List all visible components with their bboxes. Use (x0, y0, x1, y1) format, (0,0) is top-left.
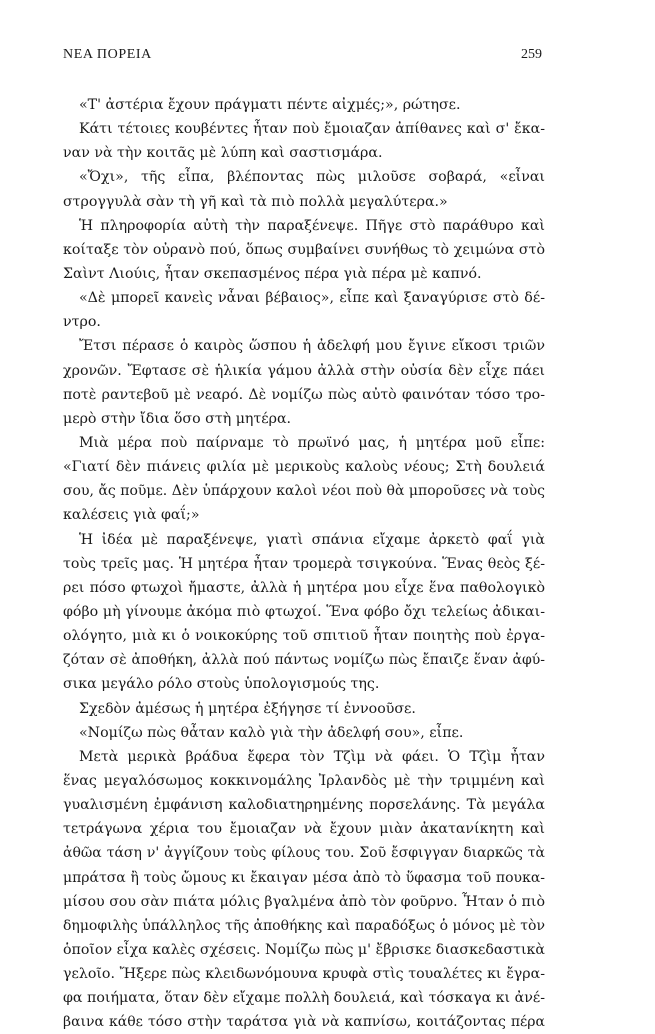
text-line: Ἡ ἰδέα μὲ παραξένεψε, γιατὶ σπάνια εἴχαμε ἀρκετὸ φαΐ γιὰ (79, 531, 545, 548)
text-line: στρογγυλὰ σὰν τὴ γῆ καὶ τὰ πιὸ πολλὰ μεγαλύτερα.» (63, 193, 448, 210)
text-line: γελοῖο. Ἤξερε πὼς κλειδωνόμουνα κρυφὰ στὶς τουαλέτες κι ἔγρα- (63, 966, 545, 983)
text-line: μπράτσα ἢ τοὺς ὤμους κι ἔκαιγαν μέσα ἀπὸ τὸ ὕφασμα τοῦ πουκα- (63, 869, 545, 886)
text-line: γυαλισμένη ἐμφάνιση καλοδιατηρημένης πορσελάνης. Τὰ μεγάλα (63, 797, 545, 814)
text-line: «Τ' ἀστέρια ἔχουν πράγματι πέντε αἰχμές;», ρώτησε. (79, 97, 461, 113)
text-line: τετράγωνα χέρια του ἔμοιαζαν νὰ ἔχουν μιὰν ἀκατανίκητη καὶ (63, 821, 545, 838)
text-line: ζόταν σὲ ἀποθήκη, ἀλλὰ πού πάντως νομίζω πὼς ἔπαιζε ἕναν ἀφύ- (63, 652, 545, 669)
text-line: «Δὲ μπορεῖ κανεὶς νἆναι βέβαιος», εἶπε καὶ ξαναγύρισε στὸ δέ- (79, 290, 545, 307)
running-head: ΝΕΑ ΠΟΡΕΙΑ (63, 47, 152, 62)
text-line: φόβο μὴ γίνουμε ἀκόμα πιὸ φτωχοί. Ἕνα φόβο ὄχι τελείως ἀδικαι- (63, 603, 545, 620)
text-line: Σχεδὸν ἀμέσως ἡ μητέρα ἐξήγησε τί ἐννοοῦσε. (79, 700, 416, 717)
text-line: βαινα κάθε τόσο στὴν ταράτσα γιὰ νὰ καπνίσω, κοιτάζοντας πέρα (63, 1014, 545, 1031)
text-line: Μετὰ μερικὰ βράδυα ἔφερα τὸν Τζὶμ νὰ φάει. Ὁ Τζὶμ ἦταν (79, 748, 545, 765)
body-text (63, 93, 545, 1034)
text-line: τοὺς τρεῖς μας. Ἡ μητέρα ἦταν τρομερὰ τσιγκούνα. Ἕνας θεὸς ξέ- (63, 555, 545, 572)
text-line: σικα μεγάλο ρόλο στοὺς ὑπολογισμούς της. (63, 676, 380, 693)
text-line: φα ποιήματα, ὅταν δὲν εἴχαμε πολλὴ δουλειά, καὶ τόσκαγα κι ἀνέ- (63, 990, 545, 1007)
text-line: «Νομίζω πὼς θἆταν καλὸ γιὰ τὴν ἀδελφή σου», εἶπε. (79, 724, 464, 741)
text-line: Μιὰ μέρα ποὺ παίρναμε τὸ πρωϊνό μας, ἡ μητέρα μοῦ εἶπε: (79, 434, 545, 451)
text-line: ντρο. (63, 314, 101, 331)
text-line: ναν νὰ τὴν κοιτᾶς μὲ λύπη καὶ σαστισμάρα. (63, 145, 383, 162)
text-line: ἕνας μεγαλόσωμος κοκκινομάλης Ἰρλανδὸς μὲ τὴν τριμμένη καὶ (63, 772, 545, 789)
text-line: ὁποῖον εἶχα καλὲς σχέσεις. Νομίζω πὼς μ' ἔβρισκε διασκεδαστικὰ (63, 941, 545, 958)
text-line: μερὸ στὴν ἴδια ὅσο στὴ μητέρα. (63, 410, 292, 427)
page-number: 259 (521, 47, 542, 62)
text-line: Ἡ πληροφορία αὐτὴ τὴν παραξένεψε. Πῆγε στὸ παράθυρο καὶ (79, 217, 545, 234)
text-line: Σαὶντ Λιούις, ἦταν σκεπασμένος πέρα γιὰ πέρα μὲ καπνό. (63, 265, 482, 282)
text-line: ποτὲ ραντεβοῦ μὲ νεαρό. Δὲ νομίζω πὼς αὐτὸ φαινόταν τόσο τρο- (63, 386, 545, 403)
text-line: ἀθῶα τάση ν' ἀγγίζουν τοὺς φίλους του. Σοῦ ἔσφιγγαν διαρκῶς τὰ (63, 845, 545, 862)
text-line: Ἔτσι πέρασε ὁ καιρὸς ὥσπου ἡ ἀδελφή μου ἔγινε εἴκοσι τριῶν (79, 338, 545, 355)
page-header (63, 47, 542, 67)
text-line: μίσου σου σὰν πιάτα μόλις βγαλμένα ἀπὸ τὸν φοῦρνο. Ἦταν ὁ πιὸ (63, 893, 545, 910)
text-line: Κάτι τέτοιες κουβέντες ἦταν ποὺ ἔμοιαζαν ἀπίθανες καὶ σ' ἔκα- (79, 121, 545, 138)
text-line: κοίταξε τὸν οὐρανὸ πού, ὅπως συμβαίνει συνήθως τὸ χειμώνα στὸ (63, 241, 545, 258)
text-line: ρει πόσο φτωχοὶ ἤμαστε, ἀλλὰ ἡ μητέρα μου εἶχε ἕνα παθολογικὸ (63, 579, 545, 596)
text-line: σου, ἄς ποῦμε. Δὲν ὑπάρχουν καλοὶ νέοι ποὺ θὰ μποροῦσες νὰ τοὺς (63, 483, 545, 500)
text-line: χρονῶν. Ἔφτασε σὲ ἡλικία γάμου ἀλλὰ στὴν οὐσία δὲν εἶχε πάει (63, 362, 545, 379)
text-line: ολόγητο, μιὰ κι ὁ νοικοκύρης τοῦ σπιτιοῦ ἦταν ποιητὴς ποὺ ἐργα- (63, 628, 545, 645)
text-line: «Ὄχι», τῆς εἶπα, βλέποντας πὼς μιλοῦσε σοβαρά, «εἶναι (79, 169, 545, 186)
text-line: δημοφιλὴς ὑπάλληλος τῆς ἀποθήκης καὶ παραδόξως ὁ μόνος μὲ τὸν (63, 917, 545, 934)
text-line: «Γιατί δὲν πιάνεις φιλία μὲ μερικοὺς καλοὺς νέους; Στὴ δουλειά (63, 459, 545, 476)
text-line: καλέσεις γιὰ φαΐ;» (63, 507, 200, 524)
